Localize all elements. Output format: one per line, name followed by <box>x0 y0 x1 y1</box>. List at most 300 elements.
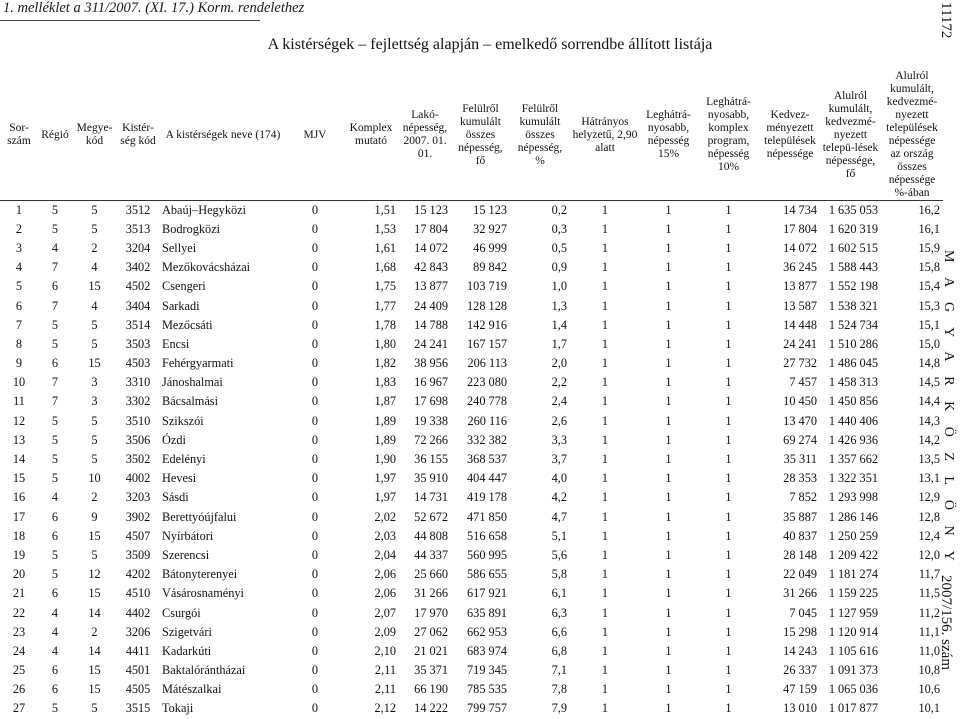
table-cell: Tokaji <box>162 701 194 716</box>
table-cell: 0,2 <box>551 202 567 217</box>
table-cell: 1 <box>665 663 672 678</box>
table-cell: 13 <box>12 432 26 447</box>
table-row <box>0 661 943 680</box>
table-row <box>0 565 943 584</box>
table-cell: 617 921 <box>467 586 507 601</box>
table-cell: 1 <box>601 413 609 428</box>
issue-number: 2007/156. szám <box>938 575 954 670</box>
table-cell: 1 127 959 <box>828 605 878 620</box>
table-cell: 7 <box>51 375 59 390</box>
table-cell: Kadarkúti <box>162 643 212 658</box>
table-cell: 25 <box>12 663 26 678</box>
table-cell: 5 <box>51 567 59 582</box>
journal-name: M A G Y A R K Ö Z L Ö N Y <box>941 250 956 567</box>
table-cell: 1 <box>601 586 609 601</box>
table-cell: Abaúj–Hegyközi <box>162 202 247 217</box>
table-cell: 1 <box>665 413 672 428</box>
table-cell: 6 <box>51 356 59 371</box>
table-cell: 6,3 <box>551 605 567 620</box>
table-cell: 1 602 515 <box>828 240 878 255</box>
table-cell: 1 017 877 <box>828 701 878 716</box>
table-cell: 3506 <box>125 432 151 447</box>
table-cell: 15,1 <box>918 317 940 332</box>
table-cell: 20 <box>12 567 26 582</box>
table-cell: 6,1 <box>551 586 567 601</box>
table-cell: 25 660 <box>414 567 448 582</box>
table-cell: 1 <box>665 356 672 371</box>
table-cell: 1,82 <box>374 356 396 371</box>
table-cell: 1 <box>725 413 732 428</box>
table-cell: 0 <box>311 605 319 620</box>
table-cell: 14 072 <box>783 240 817 255</box>
table-row <box>0 680 943 699</box>
table-cell: 1 <box>665 643 672 658</box>
table-cell: 4 <box>51 490 59 505</box>
column-header: A kistérségek neve (174) <box>159 70 287 201</box>
table-body <box>0 201 943 719</box>
table-cell: 12 <box>12 413 26 428</box>
table-cell: 27 <box>12 701 26 716</box>
table-cell: 1 <box>725 375 732 390</box>
table-cell: 9 <box>15 356 23 371</box>
table-cell: 662 953 <box>467 624 507 639</box>
table-cell: Mátészalkai <box>162 682 222 697</box>
table-cell: 14 243 <box>783 643 817 658</box>
table-cell: 2,6 <box>551 413 567 428</box>
table-cell: 28 353 <box>783 471 817 486</box>
table-cell: 1 <box>601 490 609 505</box>
table-cell: 368 537 <box>467 452 507 467</box>
annex-reference: 1. melléklet a 311/2007. (XI. 17.) Korm. rendelethez <box>3 0 305 16</box>
table-cell: 1 <box>601 356 609 371</box>
table-cell: 2,12 <box>374 701 396 716</box>
table-cell: Szigetvári <box>162 624 212 639</box>
table-cell: 0,9 <box>551 260 567 275</box>
table-cell: 12,8 <box>918 509 940 524</box>
table-cell: 13,5 <box>918 452 940 467</box>
table-cell: 1 <box>601 336 609 351</box>
table-cell: 35 910 <box>414 471 448 486</box>
table-cell: 13 877 <box>783 279 817 294</box>
table-cell: 14,3 <box>918 413 940 428</box>
table-cell: 1 <box>665 432 672 447</box>
table-cell: 4,0 <box>551 471 567 486</box>
table-cell: 11,0 <box>918 643 940 658</box>
table-cell: 1 <box>725 682 732 697</box>
table-cell: 15,9 <box>918 240 940 255</box>
table-cell: 1 <box>725 605 732 620</box>
table-cell: 14,2 <box>918 432 940 447</box>
table-cell: 3902 <box>125 509 151 524</box>
table-cell: 42 843 <box>414 260 448 275</box>
table-cell: 1 <box>601 547 609 562</box>
table-cell: 27 062 <box>414 624 448 639</box>
table-cell: 1 <box>665 298 672 313</box>
table-cell: 1 486 045 <box>828 356 878 371</box>
table-cell: 72 266 <box>414 432 448 447</box>
table-cell: 15 <box>88 356 101 371</box>
table-cell: 15 298 <box>783 624 817 639</box>
table-cell: 6,8 <box>551 643 567 658</box>
table-cell: 17 698 <box>414 394 448 409</box>
table-cell: 24 409 <box>414 298 448 313</box>
table-cell: 16,2 <box>918 202 940 217</box>
table-cell: 14 072 <box>414 240 448 255</box>
table-cell: 27 732 <box>783 356 817 371</box>
table-cell: 14 734 <box>783 202 817 217</box>
table-cell: 3515 <box>125 701 151 716</box>
table-cell: 332 382 <box>467 432 507 447</box>
table-cell: 7,1 <box>551 663 567 678</box>
table-cell: 103 719 <box>467 279 507 294</box>
table-cell: 1,97 <box>374 471 396 486</box>
table-cell: 1 <box>665 375 672 390</box>
table-cell: 22 <box>12 605 26 620</box>
table-cell: 44 337 <box>414 547 448 562</box>
table-cell: 0 <box>311 547 319 562</box>
table-cell: Sellyei <box>162 240 197 255</box>
table-cell: 3503 <box>125 336 151 351</box>
table-cell: 5 <box>51 547 59 562</box>
table-cell: Baktalórántházai <box>162 663 246 678</box>
table-cell: 4 <box>15 260 23 275</box>
table-cell: 14 788 <box>414 317 448 332</box>
table-cell: 3510 <box>125 413 151 428</box>
table-cell: 1 <box>665 317 672 332</box>
table-cell: 35 311 <box>783 452 817 467</box>
table-cell: 0 <box>311 317 319 332</box>
column-header: Sor-szám <box>0 70 38 201</box>
table-cell: 1 <box>665 547 672 562</box>
table-cell: 1 <box>601 528 609 543</box>
table-cell: 4 <box>51 240 59 255</box>
table-cell: 13 470 <box>783 413 817 428</box>
table-cell: 1 <box>601 452 609 467</box>
table-cell: 7,9 <box>551 701 567 716</box>
table-cell: Edelényi <box>162 452 206 467</box>
table-cell: 15 <box>88 663 101 678</box>
table-cell: 15,8 <box>918 260 940 275</box>
column-header: Régió <box>38 70 72 201</box>
table-cell: 2,10 <box>374 643 396 658</box>
table-cell: 89 842 <box>473 260 507 275</box>
table-cell: 516 658 <box>467 528 507 543</box>
table-cell: 12 <box>88 567 101 582</box>
table-cell: 2,06 <box>374 586 396 601</box>
table-cell: 5 <box>91 336 98 351</box>
table-cell: 11,1 <box>918 624 940 639</box>
table-cell: 635 891 <box>467 605 507 620</box>
table-cell: 5 <box>91 202 98 217</box>
subregion-table <box>0 70 943 719</box>
table-cell: 0 <box>311 202 319 217</box>
table-cell: 5 <box>91 701 98 716</box>
table-cell: Fehérgyarmati <box>162 356 234 371</box>
table-cell: 1 <box>601 682 609 697</box>
table-cell: 1 <box>601 317 609 332</box>
table-cell: 3 <box>15 240 23 255</box>
table-cell: 1 426 936 <box>828 432 878 447</box>
table-cell: Bácsalmási <box>162 394 219 409</box>
table-cell: 560 995 <box>467 547 507 562</box>
table-cell: 8 <box>15 336 23 351</box>
table-row <box>0 527 943 546</box>
table-row <box>0 258 943 277</box>
header-underline <box>0 20 260 21</box>
table-cell: 1,61 <box>374 240 396 255</box>
table-cell: 1 <box>601 394 609 409</box>
table-cell: Sásdi <box>162 490 189 505</box>
table-row <box>0 373 943 392</box>
table-cell: 7 852 <box>789 490 817 505</box>
table-cell: 11,2 <box>918 605 940 620</box>
table-cell: 3502 <box>125 452 151 467</box>
table-row <box>0 603 943 622</box>
table-row <box>0 354 943 373</box>
table-cell: 1 <box>601 701 609 716</box>
table-cell: 16 <box>12 490 26 505</box>
table-cell: 1 <box>601 202 609 217</box>
table-cell: 1 <box>725 279 732 294</box>
table-row <box>0 623 943 642</box>
table-cell: 1 <box>665 624 672 639</box>
table-row <box>0 201 943 220</box>
table-cell: 1 <box>725 624 732 639</box>
table-cell: Mezőkovácsházai <box>162 260 251 275</box>
table-row <box>0 584 943 603</box>
table-cell: 3509 <box>125 547 151 562</box>
table-cell: 4 <box>91 298 98 313</box>
column-header: Leghátrá-nyosabb, népesség 15% <box>640 70 697 201</box>
table-cell: 0 <box>311 624 319 639</box>
table-cell: 3404 <box>125 298 151 313</box>
table-cell: 15 <box>88 279 101 294</box>
table-cell: 1 <box>665 202 672 217</box>
table-cell: 1 <box>665 260 672 275</box>
table-cell: 167 157 <box>467 336 507 351</box>
table-cell: 23 <box>12 624 26 639</box>
column-header: Leghátrá-nyosabb, komplex program, népesség 10% <box>697 70 760 201</box>
table-cell: 1,3 <box>551 298 567 313</box>
table-cell: 5 <box>91 452 98 467</box>
column-header: Hátrányos helyzetű, 2,90 alatt <box>570 70 640 201</box>
table-cell: 4502 <box>125 279 151 294</box>
table-cell: 1 552 198 <box>828 279 878 294</box>
table-cell: 2,06 <box>374 567 396 582</box>
table-cell: 1 <box>665 701 672 716</box>
table-cell: 404 447 <box>467 471 507 486</box>
table-cell: 13 587 <box>783 298 817 313</box>
table-cell: 10 <box>12 375 26 390</box>
table-cell: 2 <box>91 624 98 639</box>
table-cell: 16,1 <box>918 221 940 236</box>
table-cell: 5,8 <box>551 567 567 582</box>
table-cell: 4505 <box>125 682 151 697</box>
table-cell: 586 655 <box>467 567 507 582</box>
table-cell: 3206 <box>125 624 151 639</box>
table-cell: 5 <box>91 432 98 447</box>
table-cell: 719 345 <box>467 663 507 678</box>
table-cell: 66 190 <box>414 682 448 697</box>
table-cell: 35 371 <box>414 663 448 678</box>
table-cell: 4202 <box>125 567 151 582</box>
table-cell: Sarkadi <box>162 298 200 313</box>
table-cell: 14 <box>12 452 26 467</box>
table-cell: 6 <box>51 528 59 543</box>
table-cell: 4507 <box>125 528 151 543</box>
table-cell: 4 <box>91 260 98 275</box>
table-cell: 24 241 <box>783 336 817 351</box>
table-cell: 11,7 <box>918 567 940 582</box>
table-row <box>0 296 943 315</box>
table-cell: 1 <box>601 663 609 678</box>
table-cell: 1 <box>665 336 672 351</box>
table-cell: 1 357 662 <box>828 452 878 467</box>
table-cell: 6,6 <box>551 624 567 639</box>
table-cell: 1 <box>665 605 672 620</box>
table-cell: 1,97 <box>374 490 396 505</box>
table-cell: 6 <box>15 298 23 313</box>
table-cell: 5,1 <box>551 528 567 543</box>
table-cell: 1 <box>725 356 732 371</box>
table-cell: 142 916 <box>467 317 507 332</box>
table-cell: 1 <box>725 528 732 543</box>
table-cell: 1 <box>725 202 732 217</box>
table-cell: 7 457 <box>789 375 817 390</box>
table-cell: 1,7 <box>551 336 567 351</box>
table-row <box>0 469 943 488</box>
table-cell: 5 <box>51 701 59 716</box>
table-cell: 1 <box>665 221 672 236</box>
table-cell: 1,75 <box>374 279 396 294</box>
table-cell: 7 <box>51 260 59 275</box>
table-cell: 3402 <box>125 260 151 275</box>
table-cell: 4,7 <box>551 509 567 524</box>
table-cell: 7 <box>15 317 23 332</box>
table-cell: 1 <box>725 432 732 447</box>
table-cell: 1 159 225 <box>828 586 878 601</box>
table-cell: 4,2 <box>551 490 567 505</box>
table-cell: 1 <box>601 279 609 294</box>
table-cell: 13 010 <box>783 701 817 716</box>
table-cell: 1 065 036 <box>828 682 878 697</box>
table-cell: 3,3 <box>551 432 567 447</box>
table-cell: 40 837 <box>783 528 817 543</box>
table-cell: 1 <box>601 605 609 620</box>
table-cell: Nyírbátori <box>162 528 214 543</box>
table-cell: Csengeri <box>162 279 206 294</box>
table-cell: 19 338 <box>414 413 448 428</box>
table-cell: 15 <box>88 586 101 601</box>
table-cell: 12,0 <box>918 547 940 562</box>
table-cell: 24 241 <box>414 336 448 351</box>
table-cell: 14 <box>88 605 101 620</box>
table-cell: 1 <box>725 260 732 275</box>
table-cell: 21 021 <box>414 643 448 658</box>
column-header: Alulról kumulált, kedvezmé-nyezett telepü-lések népessége, fő <box>820 70 881 201</box>
table-cell: 9 <box>91 509 98 524</box>
table-cell: 5 <box>51 221 59 236</box>
table-cell: 1 <box>725 643 732 658</box>
table-cell: 1 <box>665 452 672 467</box>
table-cell: 1 <box>601 298 609 313</box>
table-cell: 0,5 <box>551 240 567 255</box>
table-cell: 1 <box>601 240 609 255</box>
table-cell: 14,4 <box>918 394 940 409</box>
table-cell: 1 <box>725 298 732 313</box>
table-cell: 5 <box>51 317 59 332</box>
table-cell: 1 <box>601 471 609 486</box>
table-cell: 1 <box>665 240 672 255</box>
table-cell: 14,8 <box>918 356 940 371</box>
table-cell: 223 080 <box>467 375 507 390</box>
table-row <box>0 488 943 507</box>
table-cell: 1 209 422 <box>828 547 878 562</box>
table-cell: 19 <box>12 547 26 562</box>
table-cell: 1,4 <box>551 317 567 332</box>
column-header: Kistér-ség kód <box>117 70 159 201</box>
table-cell: 2,11 <box>374 663 396 678</box>
column-header: Felülről kumulált összes népesség, % <box>510 70 570 201</box>
table-cell: 206 113 <box>467 356 507 371</box>
table-cell: 10 450 <box>783 394 817 409</box>
table-cell: 1,0 <box>551 279 567 294</box>
table-cell: 5 <box>51 413 59 428</box>
table-cell: 0,3 <box>551 221 567 236</box>
table-cell: 12,4 <box>918 528 940 543</box>
table-cell: 14 <box>88 643 101 658</box>
table-cell: 1 <box>725 471 732 486</box>
table-cell: 15,0 <box>918 336 940 351</box>
table-cell: 1 458 313 <box>828 375 878 390</box>
table-cell: 1,53 <box>374 221 396 236</box>
table-cell: 0 <box>311 643 319 658</box>
table-cell: Csurgói <box>162 605 201 620</box>
table-cell: 1 635 053 <box>828 202 878 217</box>
table-cell: Bátonyterenyei <box>162 567 238 582</box>
table-cell: 0 <box>311 336 319 351</box>
table-cell: 1,87 <box>374 394 396 409</box>
table-cell: 1 105 616 <box>828 643 878 658</box>
table-cell: 0 <box>311 279 319 294</box>
table-cell: 1 250 259 <box>828 528 878 543</box>
table-cell: 1 <box>725 547 732 562</box>
table-cell: 2,09 <box>374 624 396 639</box>
table-cell: 10,6 <box>918 682 940 697</box>
table-row <box>0 642 943 661</box>
table-cell: 1 322 351 <box>828 471 878 486</box>
table-cell: 15 <box>88 528 101 543</box>
table-cell: 4 <box>51 643 59 658</box>
table-cell: Hevesi <box>162 471 197 486</box>
table-cell: 1 <box>725 394 732 409</box>
table-cell: 1 <box>725 586 732 601</box>
table-cell: 15 <box>12 471 26 486</box>
table-cell: 26 <box>12 682 26 697</box>
table-cell: 1 <box>665 394 672 409</box>
table-cell: 14 731 <box>414 490 448 505</box>
table-cell: 1 <box>601 375 609 390</box>
table-cell: 16 967 <box>414 375 448 390</box>
table-row <box>0 431 943 450</box>
table-row <box>0 508 943 527</box>
table-cell: 1 <box>725 663 732 678</box>
table-cell: 1 <box>665 471 672 486</box>
table-cell: 4 <box>51 624 59 639</box>
table-cell: 1 524 734 <box>828 317 878 332</box>
table-cell: 0 <box>311 413 319 428</box>
table-cell: 7 <box>51 394 59 409</box>
